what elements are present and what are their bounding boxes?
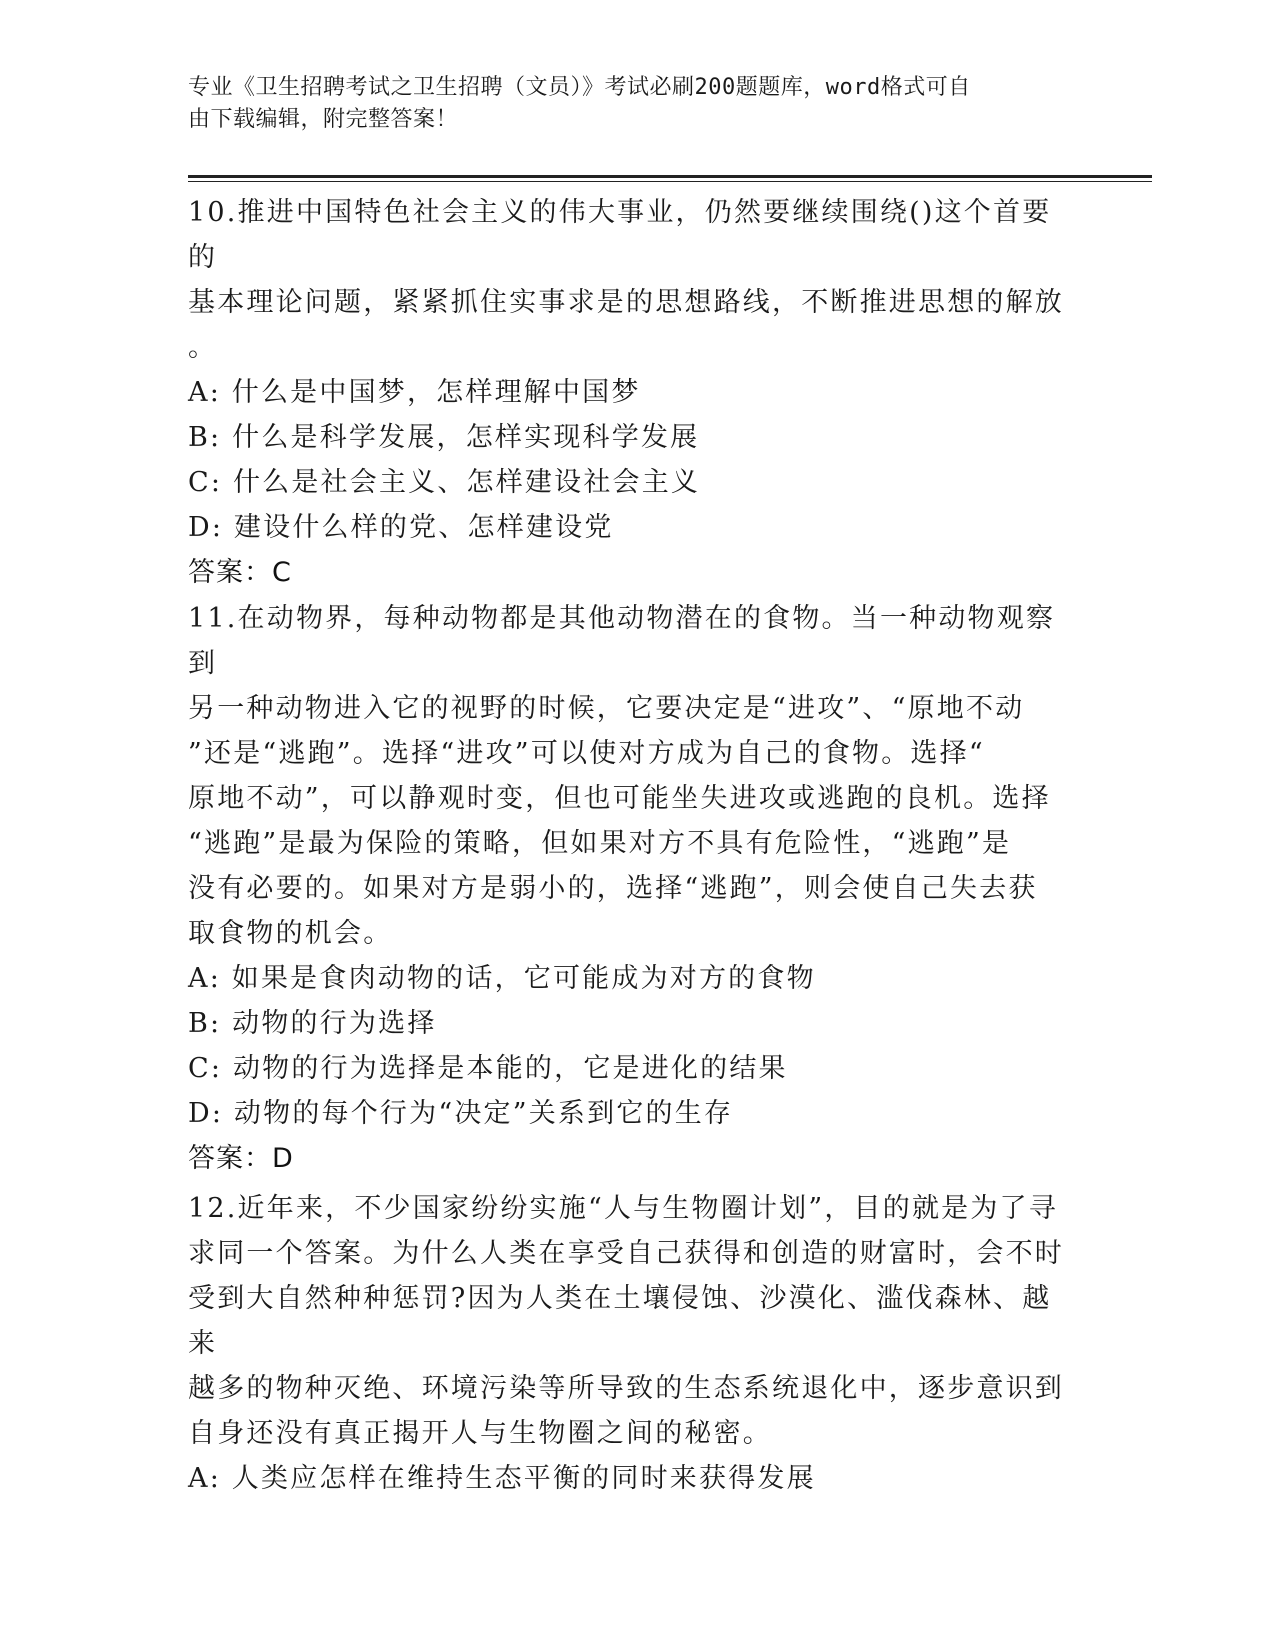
option-b: B: 动物的行为选择	[188, 1008, 437, 1039]
option-c: C: 动物的行为选择是本能的，它是进化的结果	[188, 1053, 788, 1084]
question-stem-line: 基本理论问题，紧紧抓住实事求是的思想路线，不断推进思想的解放	[188, 287, 1064, 318]
answer-line: 答案：C	[188, 557, 292, 588]
option-a: A: 人类应怎样在维持生态平衡的同时来获得发展	[188, 1463, 816, 1494]
question-stem-line: 10.推进中国特色社会主义的伟大事业，仍然要继续围绕()这个首要的	[188, 197, 1052, 273]
header-title-line-1: 专业《卫生招聘考试之卫生招聘（文员）》考试必刷200题题库，word格式可自	[188, 75, 971, 100]
question-stem-line: 受到大自然种种惩罚?因为人类在土壤侵蚀、沙漠化、滥伐森林、越来	[188, 1283, 1052, 1359]
option-d: D: 建设什么样的党、怎样建设党	[188, 512, 614, 543]
question-stem-line: 取食物的机会。	[188, 918, 393, 949]
option-c: C: 什么是社会主义、怎样建设社会主义	[188, 467, 701, 498]
header-divider-thin	[188, 181, 1152, 182]
answer-line: 答案：D	[188, 1143, 294, 1174]
question-stem-line: 11.在动物界，每种动物都是其他动物潜在的食物。当一种动物观察到	[188, 603, 1056, 679]
header-title-line-2: 由下载编辑，附完整答案！	[188, 107, 459, 132]
question-stem-line: 求同一个答案。为什么人类在享受自己获得和创造的财富时，会不时	[188, 1238, 1064, 1269]
question-stem-line: 自身还没有真正揭开人与生物圈之间的秘密。	[188, 1418, 772, 1449]
question-stem-line: 原地不动”，可以静观时变，但也可能坐失进攻或逃跑的良机。选择	[188, 783, 1051, 814]
option-d: D: 动物的每个行为“决定”关系到它的生存	[188, 1098, 734, 1129]
question-stem-line: 另一种动物进入它的视野的时候，它要决定是“进攻”、“原地不动	[188, 693, 1025, 724]
option-a: A: 什么是中国梦，怎样理解中国梦	[188, 377, 641, 408]
header-divider-thick	[188, 175, 1152, 178]
question-stem-line: 越多的物种灭绝、环境污染等所导致的生态系统退化中，逐步意识到	[188, 1373, 1064, 1404]
question-stem-line: ”还是“逃跑”。选择“进攻”可以使对方成为自己的食物。选择“	[188, 738, 985, 769]
document-header	[188, 72, 1068, 136]
question-10	[188, 190, 1068, 595]
question-stem-line: “逃跑”是最为保险的策略，但如果对方不具有危险性，“逃跑”是	[188, 828, 1012, 859]
question-stem-line: 没有必要的。如果对方是弱小的，选择“逃跑”，则会使自己失去获	[188, 873, 1038, 904]
question-stem-line: 12.近年来，不少国家纷纷实施“人与生物圈计划”，目的就是为了寻	[188, 1193, 1058, 1224]
option-b: B: 什么是科学发展，怎样实现科学发展	[188, 422, 700, 453]
option-a: A: 如果是食肉动物的话，它可能成为对方的食物	[188, 963, 816, 994]
question-stem-line: 。	[188, 332, 218, 363]
question-11	[188, 596, 1068, 1181]
question-12	[188, 1186, 1068, 1501]
